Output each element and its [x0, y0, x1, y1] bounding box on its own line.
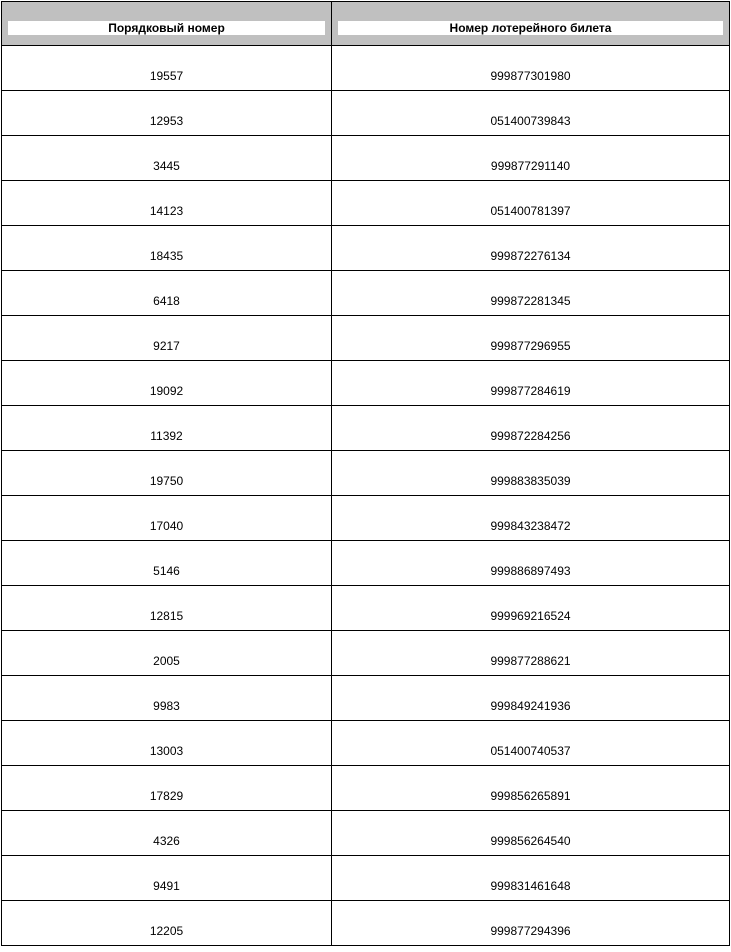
ticket-number: 999872284256 [490, 429, 571, 443]
serial-number: 13003 [149, 744, 184, 758]
ticket-number: 051400740537 [490, 744, 571, 758]
ticket-number-cell [332, 811, 730, 856]
table-row [2, 496, 730, 541]
serial-number: 12815 [149, 609, 184, 623]
serial-number-cell [2, 856, 332, 901]
ticket-number-cell [332, 226, 730, 271]
ticket-number-cell [332, 856, 730, 901]
ticket-number: 999877284619 [490, 384, 571, 398]
serial-number: 2005 [153, 654, 180, 668]
ticket-number: 999872281345 [490, 294, 571, 308]
table-row [2, 631, 730, 676]
table-row [2, 766, 730, 811]
ticket-number: 999883835039 [490, 474, 571, 488]
header-serial-number-label: Порядковый номер [8, 21, 325, 35]
ticket-number-cell [332, 91, 730, 136]
serial-number: 5146 [153, 564, 180, 578]
serial-number-cell [2, 811, 332, 856]
lottery-ticket-table [1, 1, 730, 946]
table-row [2, 721, 730, 766]
ticket-number: 999831461648 [490, 879, 571, 893]
table-row [2, 541, 730, 586]
ticket-number: 999877301980 [490, 69, 571, 83]
serial-number-cell [2, 226, 332, 271]
ticket-number-cell [332, 181, 730, 226]
serial-number: 9491 [153, 879, 180, 893]
serial-number: 19750 [149, 474, 184, 488]
ticket-number-cell [332, 676, 730, 721]
table-row [2, 406, 730, 451]
header-ticket-number-label: Номер лотерейного билета [338, 21, 723, 35]
serial-number-cell [2, 361, 332, 406]
header-row [2, 2, 730, 46]
table-row [2, 136, 730, 181]
serial-number: 19557 [149, 69, 184, 83]
ticket-number: 999877291140 [490, 159, 571, 173]
serial-number-cell [2, 451, 332, 496]
table-row [2, 586, 730, 631]
table-row [2, 451, 730, 496]
serial-number-cell [2, 316, 332, 361]
ticket-number: 999856265891 [490, 789, 571, 803]
table-header [2, 2, 730, 46]
serial-number: 9217 [153, 339, 180, 353]
table-row [2, 316, 730, 361]
table-row [2, 271, 730, 316]
table-row [2, 46, 730, 91]
table-row [2, 811, 730, 856]
ticket-number-cell [332, 271, 730, 316]
serial-number: 12953 [149, 114, 184, 128]
serial-number: 19092 [149, 384, 184, 398]
ticket-number-cell [332, 721, 730, 766]
serial-number-cell [2, 586, 332, 631]
ticket-number: 999877296955 [490, 339, 571, 353]
ticket-number-cell [332, 496, 730, 541]
serial-number: 17040 [149, 519, 184, 533]
table-row [2, 856, 730, 901]
serial-number-cell [2, 631, 332, 676]
ticket-number-cell [332, 316, 730, 361]
ticket-sheet [1, 1, 729, 946]
serial-number-cell [2, 721, 332, 766]
ticket-number-cell [332, 136, 730, 181]
serial-number-cell [2, 406, 332, 451]
ticket-number-cell [332, 46, 730, 91]
serial-number-cell [2, 676, 332, 721]
ticket-number-cell [332, 631, 730, 676]
ticket-number-cell [332, 766, 730, 811]
serial-number: 4326 [153, 834, 180, 848]
ticket-number: 999849241936 [490, 699, 571, 713]
ticket-number-cell [332, 541, 730, 586]
ticket-number: 999877294396 [490, 924, 571, 938]
serial-number: 3445 [153, 159, 180, 173]
header-cell-serial-number [2, 2, 332, 46]
serial-number-cell [2, 766, 332, 811]
serial-number: 17829 [149, 789, 184, 803]
ticket-number: 051400781397 [490, 204, 571, 218]
ticket-number-cell [332, 406, 730, 451]
serial-number-cell [2, 136, 332, 181]
serial-number-cell [2, 181, 332, 226]
ticket-number: 999877288621 [490, 654, 571, 668]
serial-number: 14123 [149, 204, 184, 218]
ticket-number: 999856264540 [490, 834, 571, 848]
serial-number: 9983 [153, 699, 180, 713]
ticket-number: 999843238472 [490, 519, 571, 533]
serial-number-cell [2, 271, 332, 316]
ticket-number: 051400739843 [490, 114, 571, 128]
ticket-number-cell [332, 586, 730, 631]
serial-number-cell [2, 496, 332, 541]
ticket-number: 999969216524 [490, 609, 571, 623]
serial-number-cell [2, 46, 332, 91]
table-row [2, 676, 730, 721]
table-row [2, 181, 730, 226]
serial-number-cell [2, 91, 332, 136]
ticket-number-cell [332, 361, 730, 406]
serial-number: 11392 [150, 429, 183, 443]
ticket-number-cell [332, 451, 730, 496]
header-cell-ticket-number [332, 2, 730, 46]
ticket-number: 999886897493 [490, 564, 571, 578]
table-body [2, 46, 730, 946]
serial-number-cell [2, 901, 332, 946]
table-row [2, 361, 730, 406]
table-row [2, 226, 730, 271]
serial-number: 18435 [149, 249, 184, 263]
ticket-number-cell [332, 901, 730, 946]
table-row [2, 901, 730, 946]
serial-number-cell [2, 541, 332, 586]
table-row [2, 91, 730, 136]
ticket-number: 999872276134 [490, 249, 571, 263]
serial-number: 12205 [149, 924, 184, 938]
serial-number: 6418 [153, 294, 180, 308]
